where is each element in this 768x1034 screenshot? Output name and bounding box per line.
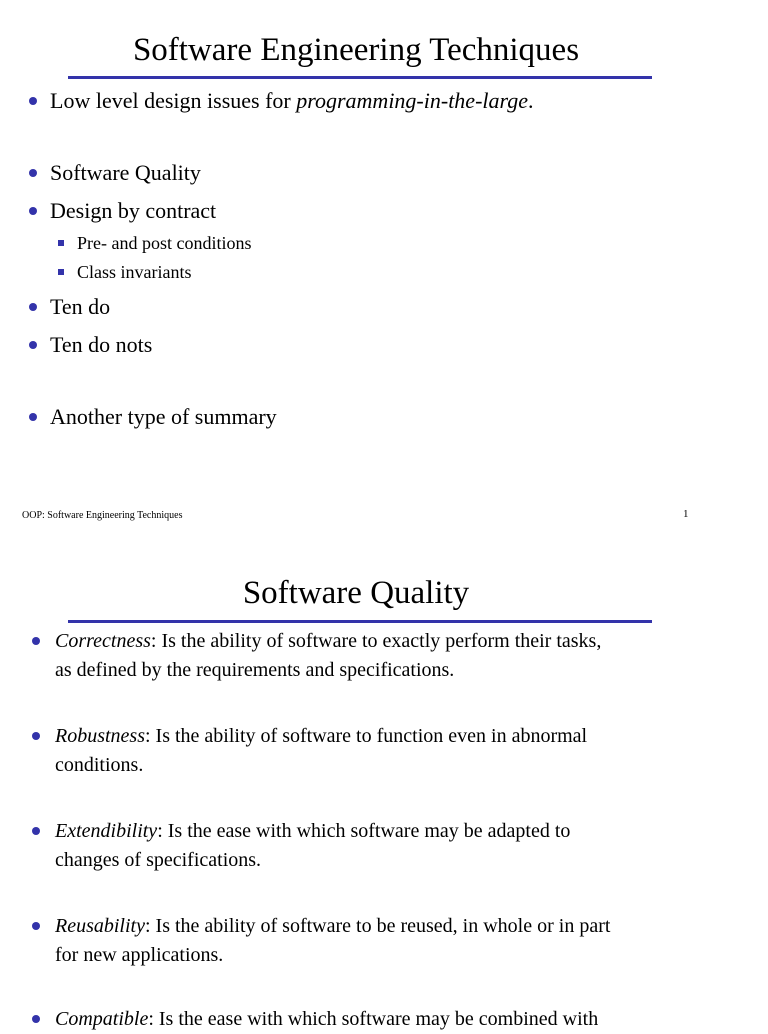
bullet-dot-icon bbox=[29, 303, 37, 311]
bullet-text: Another type of summary bbox=[50, 404, 277, 429]
quality-item-correctness bbox=[55, 627, 665, 685]
quality-desc-line2: as defined by the requirements and specifications. bbox=[55, 659, 455, 681]
bullet-text: Low level design issues for bbox=[50, 88, 297, 113]
bullet-text: Design by contract bbox=[50, 198, 217, 223]
bullet-dot-icon bbox=[29, 341, 37, 349]
bullet-design-by-contract bbox=[50, 196, 216, 225]
quality-term: Robustness bbox=[55, 725, 145, 747]
bullet-dot-icon bbox=[32, 827, 40, 835]
quality-desc-line1: : Is the ease with which software may be adapted to bbox=[157, 820, 571, 842]
bullet-text: Ten do bbox=[50, 294, 111, 319]
bullet-dot-icon bbox=[32, 637, 40, 645]
square-bullet-icon bbox=[58, 269, 64, 275]
sub-bullet-text: Class invariants bbox=[77, 262, 192, 282]
quality-desc-line1: : Is the ability of software to exactly perform their tasks, bbox=[150, 630, 602, 652]
title-underline bbox=[68, 76, 652, 79]
bullet-software-quality bbox=[50, 158, 201, 187]
bullet-text: Software Quality bbox=[50, 160, 201, 185]
bullet-text: Ten do nots bbox=[50, 332, 153, 357]
quality-term: Extendibility bbox=[55, 820, 158, 842]
bullet-dot-icon bbox=[32, 732, 40, 740]
bullet-ten-do bbox=[50, 292, 110, 321]
sub-bullet-pre-post-conditions bbox=[77, 231, 251, 255]
bullet-italic-text: programming-in-the-large bbox=[296, 88, 529, 113]
slide-1-title: Software Engineering Techniques bbox=[132, 32, 580, 68]
square-bullet-icon bbox=[58, 240, 64, 246]
quality-term: Compatible bbox=[55, 1008, 149, 1030]
quality-desc-line1: : Is the ease with which software may be combined with bbox=[148, 1008, 599, 1030]
quality-item-reusability bbox=[55, 912, 665, 970]
quality-term: Correctness bbox=[55, 630, 151, 652]
title-underline bbox=[68, 620, 652, 623]
page-number: 1 bbox=[683, 508, 689, 520]
bullet-another-summary bbox=[50, 402, 277, 431]
bullet-text-end: . bbox=[528, 88, 534, 113]
quality-term: Reusability bbox=[55, 915, 145, 937]
bullet-low-level-design bbox=[50, 86, 534, 115]
bullet-dot-icon bbox=[32, 1015, 40, 1023]
bullet-dot-icon bbox=[29, 97, 37, 105]
quality-desc-line1: : Is the ability of software to be reused, in whole or in part bbox=[144, 915, 611, 937]
quality-desc-line2: changes of specifications. bbox=[55, 849, 262, 871]
quality-item-compatible bbox=[55, 1005, 665, 1034]
slide-2-title: Software Quality bbox=[242, 575, 470, 611]
bullet-dot-icon bbox=[29, 169, 37, 177]
quality-desc-line1: : Is the ability of software to function even in abnormal bbox=[145, 725, 588, 747]
sub-bullet-text: Pre- and post conditions bbox=[77, 233, 252, 253]
bullet-dot-icon bbox=[29, 207, 37, 215]
quality-desc-line2: for new applications. bbox=[55, 944, 224, 966]
sub-bullet-class-invariants bbox=[77, 260, 192, 284]
bullet-dot-icon bbox=[29, 413, 37, 421]
quality-item-robustness bbox=[55, 722, 665, 780]
quality-item-extendibility bbox=[55, 817, 665, 875]
slide-2 bbox=[0, 545, 768, 1030]
bullet-ten-do-nots bbox=[50, 330, 152, 359]
slide-footer: OOP: Software Engineering Techniques bbox=[22, 510, 183, 521]
quality-desc-line2: conditions. bbox=[55, 754, 144, 776]
bullet-dot-icon bbox=[32, 922, 40, 930]
